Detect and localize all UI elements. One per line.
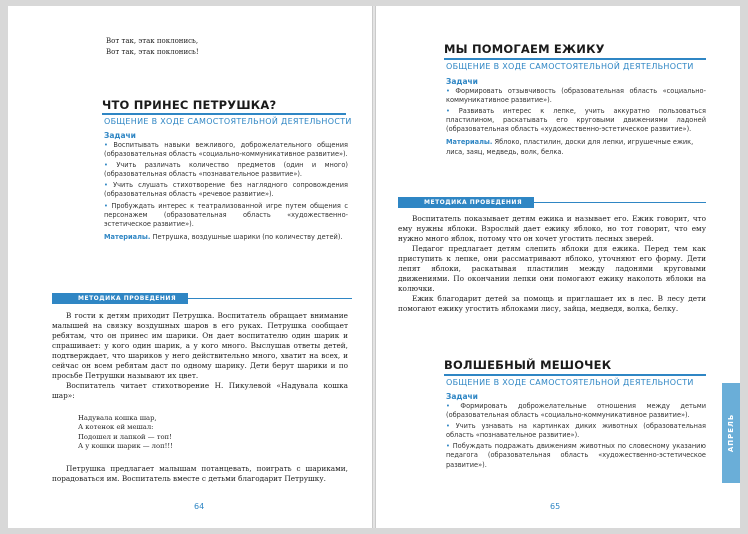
task-item: • Учить различать количество предметов (один и много) (образовательная область «познавательное развитие»). [104,161,348,179]
paragraph: Педагог предлагает детям слепить яблоки для ежика. Перед тем как приступить к лепке, они рассматривают яблоко, уточняют его форму. Дети лепят яблоки, раскатывая пластилин между ладонями круговыми движениями. По окончании лепки они помогают ежику наколоть яблоки на колючки. [398,244,706,293]
paragraph: Ежик благодарит детей за помощь и приглашает их в лес. В лесу дети помогают ежику угостить яблоками лису, зайца, медведя, волка, белку. [398,294,706,313]
task-item: • Пробуждать интерес к театрализованной игре путем общения с персонажем (образовательная область «художественно-эстетическое развитие»). [104,201,348,228]
page-number: 65 [550,502,561,511]
method-banner: МЕТОДИКА ПРОВЕДЕНИЯ [398,197,534,208]
tasks-heading: Задачи [446,392,478,401]
method-body [398,214,706,314]
title-rule [102,113,346,115]
closing-body [52,464,348,484]
month-tab: АПРЕЛЬ [722,383,740,483]
method-banner: МЕТОДИКА ПРОВЕДЕНИЯ [52,293,188,304]
task-item: • Формировать доброжелательные отношения между детьми (образовательная область «социально-коммуникативное развитие»). [446,402,706,420]
section-title: ВОЛШЕБНЫЙ МЕШОЧЕК [444,358,612,372]
method-body [52,311,348,401]
paragraph: Воспитатель читает стихотворение Н. Пикулевой «Надувала кошка шар»: [52,381,348,400]
paragraph: В гости к детям приходит Петрушка. Воспитатель обращает внимание малышей на связку воздушных шаров в его руках. Петрушка сообщает ребятам, что он принес им шарики. Он дает воспитателю один шарик и спрашивает: у кого один шарик, а у кого много. Выслушав ответы детей, подтверждает, что шариков у него действительно много, хватит на всех, и сейчас он всем ребятам даст по одному шарику. Дети берут шарики и по просьбе Петрушки называют их цвет. [52,311,348,380]
paragraph: Петрушка предлагает малышам потанцевать, поиграть с шариками, порадоваться им. Воспитатель вместе с детьми благодарит Петрушку. [52,464,348,483]
paragraph: Воспитатель показывает детям ежика и называет его. Ежик говорит, что ему нужны яблоки. Взрослый дает ежику яблоко, но тот говорит, что ему нужно много яблок, потому что он хочет угостить лесных зверей. [398,214,706,243]
section-title: МЫ ПОМОГАЕМ ЕЖИКУ [444,42,605,56]
tasks-list [104,141,348,242]
tasks-heading: Задачи [104,131,136,140]
tasks-heading: Задачи [446,77,478,86]
title-rule [444,374,706,376]
materials: Материалы. Петрушка, воздушные шарики (по количеству детей). [104,232,343,241]
tasks-list [446,402,706,470]
tasks-list [446,87,706,157]
title-rule [444,58,706,60]
left-page [8,6,372,528]
task-item: • Формировать отзывчивость (образовательная область «социально-коммуникативное развитие»). [446,87,706,105]
top-poem: Вот так, этак поклонись, Вот так, этак поклонись! [106,37,199,56]
section-subtitle: ОБЩЕНИЕ В ХОДЕ САМОСТОЯТЕЛЬНОЙ ДЕЯТЕЛЬНОСТИ [446,62,694,71]
section-title: ЧТО ПРИНЕС ПЕТРУШКА? [102,98,277,112]
task-item: • Учить узнавать на картинках диких животных (образовательная область «познавательное развитие»). [446,422,706,440]
task-item: • Побуждать подражать движениям животных по словесному указанию педагога (образовательная область «художественно-эстетическое развитие»). [446,442,706,469]
section-subtitle: ОБЩЕНИЕ В ХОДЕ САМОСТОЯТЕЛЬНОЙ ДЕЯТЕЛЬНОСТИ [446,378,694,387]
task-item: • Воспитывать навыки вежливого, доброжелательного общения (образовательная область «социально-коммуникативное развитие»). [104,141,348,159]
task-item: • Учить слушать стихотворение без наглядного сопровождения (образовательная область «речевое развитие»). [104,181,348,199]
task-item: • Развивать интерес к лепке, учить аккуратно пользоваться пластилином, раскатывать его круговыми движениями ладоней (образовательная область «художественно-эстетическое развитие»). [446,107,706,134]
page-number: 64 [194,502,205,511]
poem: Надувала кошка шар, А котенок ей мешал: Подошел и лапкой — топ! А у кошки шарик — лоп!!! [78,414,173,451]
right-page [376,6,740,528]
section-subtitle: ОБЩЕНИЕ В ХОДЕ САМОСТОЯТЕЛЬНОЙ ДЕЯТЕЛЬНОСТИ [104,117,352,126]
materials: Материалы. Яблоко, пластилин, доски для лепки, игрушечные ежик, лиса, заяц, медведь, волк, белка. [446,138,694,156]
